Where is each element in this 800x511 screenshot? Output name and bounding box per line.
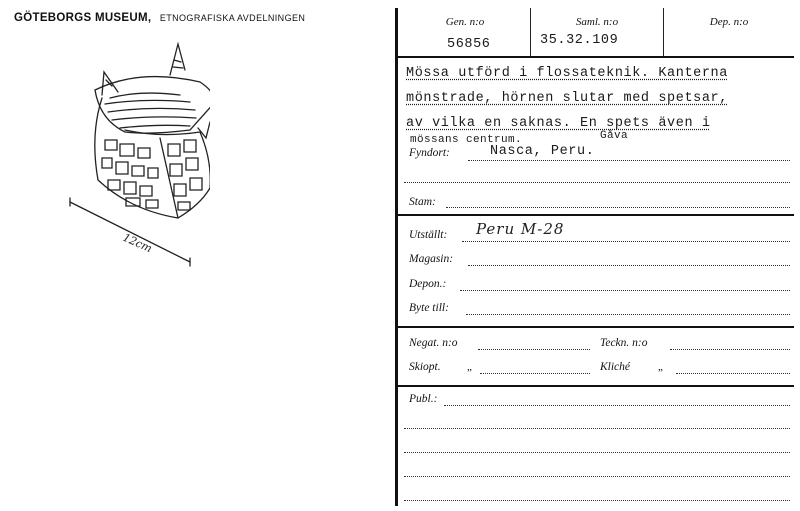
description-line-3: av vilka en saknas. En spets även i <box>406 116 711 131</box>
section-rule-2 <box>398 326 794 328</box>
blank-line-3 <box>404 452 790 453</box>
saml-label: Saml. n:o <box>575 16 619 28</box>
blank-line-5 <box>404 500 790 501</box>
skiopt-label: Skiopt. <box>409 361 441 373</box>
magasin-label: Magasin: <box>409 253 454 265</box>
description-line-4: mössans centrum. <box>410 134 523 146</box>
byte-line <box>466 314 790 315</box>
klische-ditto: „ <box>658 361 663 373</box>
klische-line <box>676 373 790 374</box>
department-name: ETNOGRAFISKA AVDELNINGEN <box>159 13 306 23</box>
klische-label: Kliché <box>600 361 631 373</box>
gava-note: Gåva <box>600 130 629 142</box>
utstallt-label: Utställt: <box>409 229 448 241</box>
stam-line <box>446 207 790 208</box>
gen-label: Gen. n:o <box>445 16 485 28</box>
gen-number: 56856 <box>447 37 491 52</box>
section-rule-3 <box>398 385 794 387</box>
blank-line-4 <box>404 476 790 477</box>
skiopt-line <box>480 373 590 374</box>
depon-line <box>460 290 790 291</box>
negat-line <box>478 349 590 350</box>
byte-label: Byte till: <box>409 302 449 314</box>
publ-line <box>444 405 790 406</box>
fyndort-label: Fyndort: <box>409 147 450 159</box>
museum-header <box>14 8 305 26</box>
publ-label: Publ.: <box>409 393 438 405</box>
stam-label: Stam: <box>409 196 436 208</box>
top-row-rule <box>398 56 794 58</box>
blank-line-2 <box>404 428 790 429</box>
saml-number: 35.32.109 <box>540 33 619 48</box>
description-line-2: mönstrade, hörnen slutar med spetsar, <box>406 91 728 106</box>
teckn-label: Teckn. n:o <box>600 337 648 349</box>
teckn-line <box>670 349 790 350</box>
depon-label: Depon.: <box>409 278 447 290</box>
museum-name: GÖTEBORGS MUSEUM, <box>14 12 152 24</box>
cap-drawing <box>60 40 210 274</box>
section-rule-1 <box>398 214 794 216</box>
card-left-border <box>395 8 398 506</box>
skiopt-ditto: „ <box>467 361 472 373</box>
fyndort-value: Nasca, Peru. <box>490 144 595 159</box>
scale-label: 12cm <box>120 230 155 256</box>
description-line-1: Mössa utförd i flossateknik. Kanterna <box>406 66 728 81</box>
negat-label: Negat. n:o <box>409 337 458 349</box>
magasin-line <box>468 265 790 266</box>
fyndort-line <box>468 160 790 161</box>
blank-line-1 <box>404 182 790 183</box>
utstallt-line <box>462 241 790 242</box>
utstallt-value: Peru M-28 <box>476 220 565 238</box>
cap-illustration <box>60 40 210 270</box>
dep-label: Dep. n:o <box>709 16 749 28</box>
